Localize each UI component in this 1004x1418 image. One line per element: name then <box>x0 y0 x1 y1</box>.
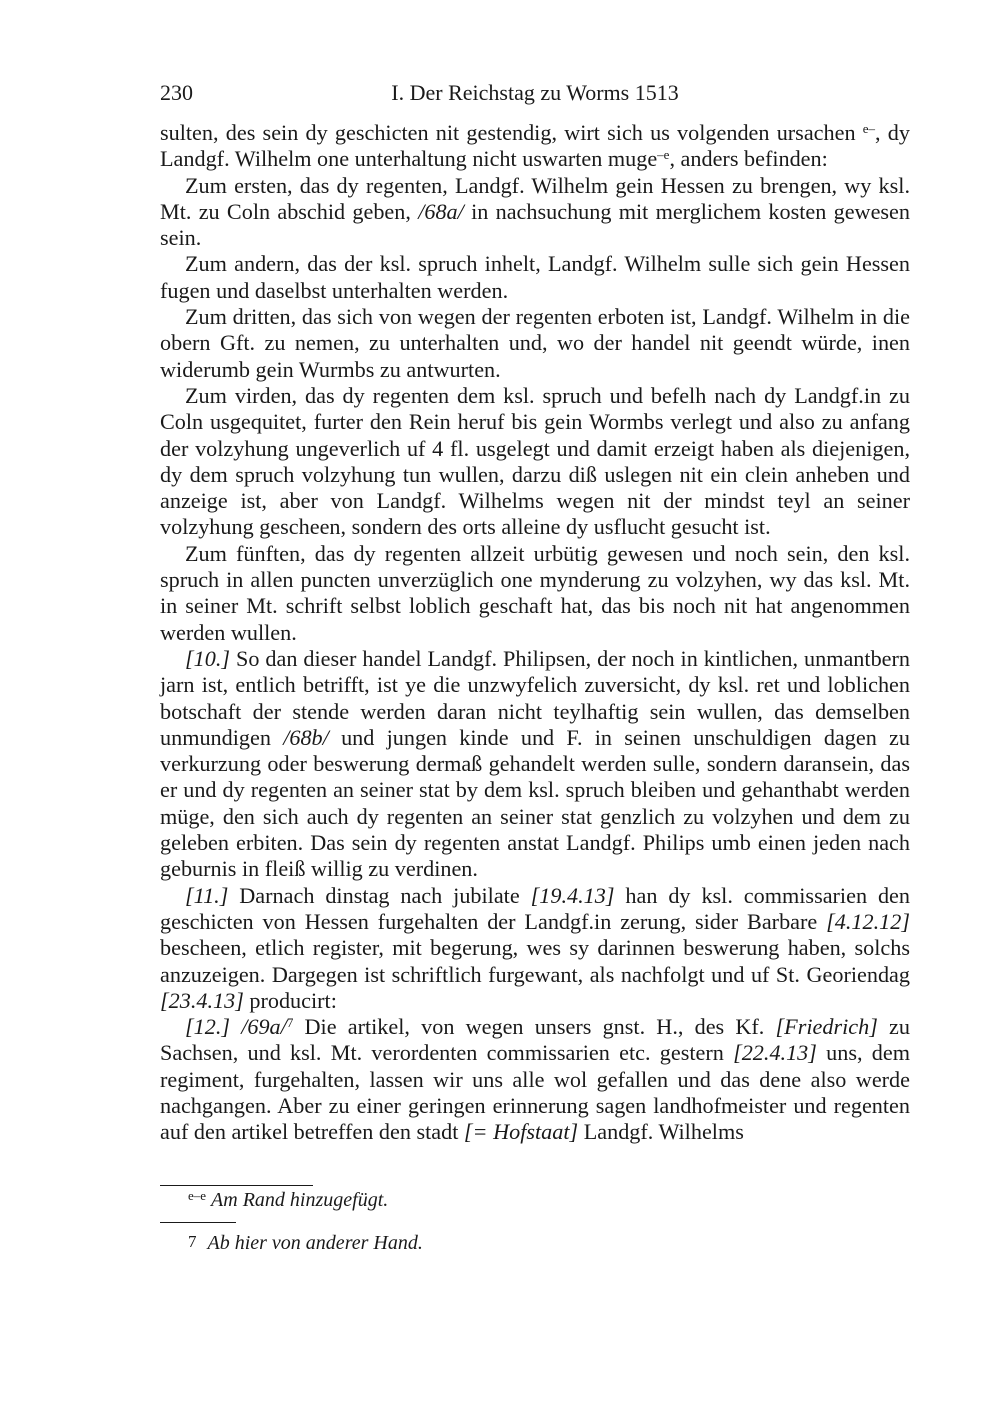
section-number: [10.] <box>185 645 231 671</box>
paragraph-section-11 <box>160 883 910 1014</box>
footnote-reference: 7 <box>286 1015 294 1031</box>
date-annotation: [4.12.12] <box>826 908 910 934</box>
footnote-mark: 7 <box>188 1232 197 1251</box>
text-run: , dy Landgf. Wilhelm one unterhaltung nicht uswarten muge <box>160 120 910 172</box>
paragraph-second-reason: Zum andern, das der ksl. spruch inhelt, Landgf. Wilhelm sulle sich gein Hessen fugen und daselbst unterhalten werden. <box>160 251 910 303</box>
footnote-numbered <box>188 1230 423 1255</box>
footnote-text: Am Rand hinzugefügt. <box>211 1189 389 1211</box>
text-run: producirt: <box>243 987 337 1013</box>
text-run: uns, dem regiment, furgehalten, lassen wir uns alle wol gefallen und das dene also werde nachgangen. Aber zu einer geringen erinnerung sagen landhofmeister und regenten auf den artikel betreffen den stadt <box>160 1040 910 1145</box>
editorial-insertion: [Friedrich] <box>775 1014 878 1040</box>
folio-marker: /68b/ <box>283 724 329 750</box>
footnote-textual <box>188 1188 388 1212</box>
paragraph-first-reason <box>160 173 910 252</box>
section-number: [12.] /69a/ <box>185 1014 287 1040</box>
text-run: zu Sachsen, und ksl. Mt. verordenten commissarien etc. gestern <box>160 1014 910 1066</box>
main-text <box>160 120 910 1146</box>
text-run: Die artikel, von wegen unsers gnst. H., des Kf. <box>293 1014 776 1040</box>
date-annotation: [23.4.13] <box>160 987 244 1013</box>
paragraph-continuation <box>160 120 910 173</box>
paragraph-third-reason: Zum dritten, das sich von wegen der regenten erboten ist, Landgf. Wilhelm in die obern Gft. zu nemen, zu unterhalten und, wo der handel nit geendt würde, inen widerumb gein Wurmbs zu antwurten. <box>160 304 910 382</box>
footnote-text: Ab hier von anderer Hand. <box>207 1232 423 1254</box>
note-marker: –e <box>657 147 670 163</box>
footnote-mark: e–e <box>188 1188 207 1203</box>
date-annotation: [22.4.13] <box>733 1040 817 1066</box>
text-run: So dan dieser handel Landgf. Philipsen, der noch in kintlichen, unmantbern jarn ist, entlich betrifft, ist ye die unzwyfelich zuversicht, dy ksl. ret und loblichen botschaft der stende werden daran nicht teylhaftig sein wullen, das demselben unmundigen <box>160 645 910 750</box>
footnote-rule <box>160 1222 236 1223</box>
text-run: in nachsuchung mit merglichem kosten gewesen sein. <box>160 198 910 251</box>
text-run: , anders befinden: <box>669 146 828 172</box>
text-run: sulten, des sein dy geschicten nit gestendig, wirt sich us volgenden ursachen <box>160 120 863 145</box>
page-header <box>160 78 910 108</box>
text-run: Darnach dinstag nach jubilate <box>228 882 531 908</box>
running-title: I. Der Reichstag zu Worms 1513 <box>391 80 679 105</box>
paragraph-section-10 <box>160 646 910 883</box>
text-run: Zum ersten, das dy regenten, Landgf. Wilhelm gein Hessen zu brengen, wy ksl. Mt. zu Coln abschid geben, <box>160 172 910 224</box>
text-run: han dy ksl. commissarien den geschicten von Hessen furgehalten der Landgf.in zerung, sider Barbare <box>160 882 910 934</box>
text-run: Landgf. Wilhelms <box>578 1119 744 1145</box>
editorial-insertion: [= Hofstaat] <box>463 1119 579 1145</box>
text-run: bescheen, etlich register, mit begerung, wes sy darinnen beswerung haben, solchs anzuzeigen. Dargegen ist schriftlich furgewant, als nachfolgt und uf St. Georiendag <box>160 935 910 987</box>
page-number: 230 <box>160 80 193 105</box>
section-number: [11.] <box>185 882 229 908</box>
paragraph-fourth-reason: Zum virden, das dy regenten dem ksl. spruch und befelh nach dy Landgf.in zu Coln usgequitet, furter den Rein heruf bis gein Wormbs verlegt und also zu anfang der volzyhung ungeverlich uf 4 fl. usgelegt und damit erzeigt haben als diejenigen, dy dem spruch volzyhung tun wullen, darzu diß uslegen nit ein clein anheben und anzeige ist, aber von Landgf. Wilhelms wegen nit der mindst teyl an seiner volzyhung gescheen, sondern des orts alleine dy usflucht gesucht ist. <box>160 382 910 540</box>
text-run: und jungen kinde und F. in seinen unschuldigen dagen zu verkurzung oder beswerung dermaß gehandelt werden sulle, sondern daransein, das er und dy regenten an seiner stat by dem ksl. spruch bleiben und gehanthabt werden müge, den sich auch dy regenten an seiner stat genzlich zu volzyhen und dem zu geleben erbiten. Das sein dy regenten anstat Landgf. Philips umb einen jeden nach geburnis in fleiß willig zu verdinen. <box>160 724 910 882</box>
folio-marker: /68a/ <box>418 198 464 224</box>
footnote-rule <box>160 1185 313 1186</box>
paragraph-fifth-reason: Zum fünften, das dy regenten allzeit urbütig gewesen und noch sein, den ksl. spruch in allen puncten unverzüglich one mynderung zu volzyhen, wy das ksl. Mt. in seiner Mt. schrift selbst loblich geschaft hat, das bis noch nit hat angenommen werden wullen. <box>160 540 910 645</box>
paragraph-section-12 <box>160 1014 910 1145</box>
date-annotation: [19.4.13] <box>530 882 615 908</box>
note-marker: e– <box>862 121 876 136</box>
